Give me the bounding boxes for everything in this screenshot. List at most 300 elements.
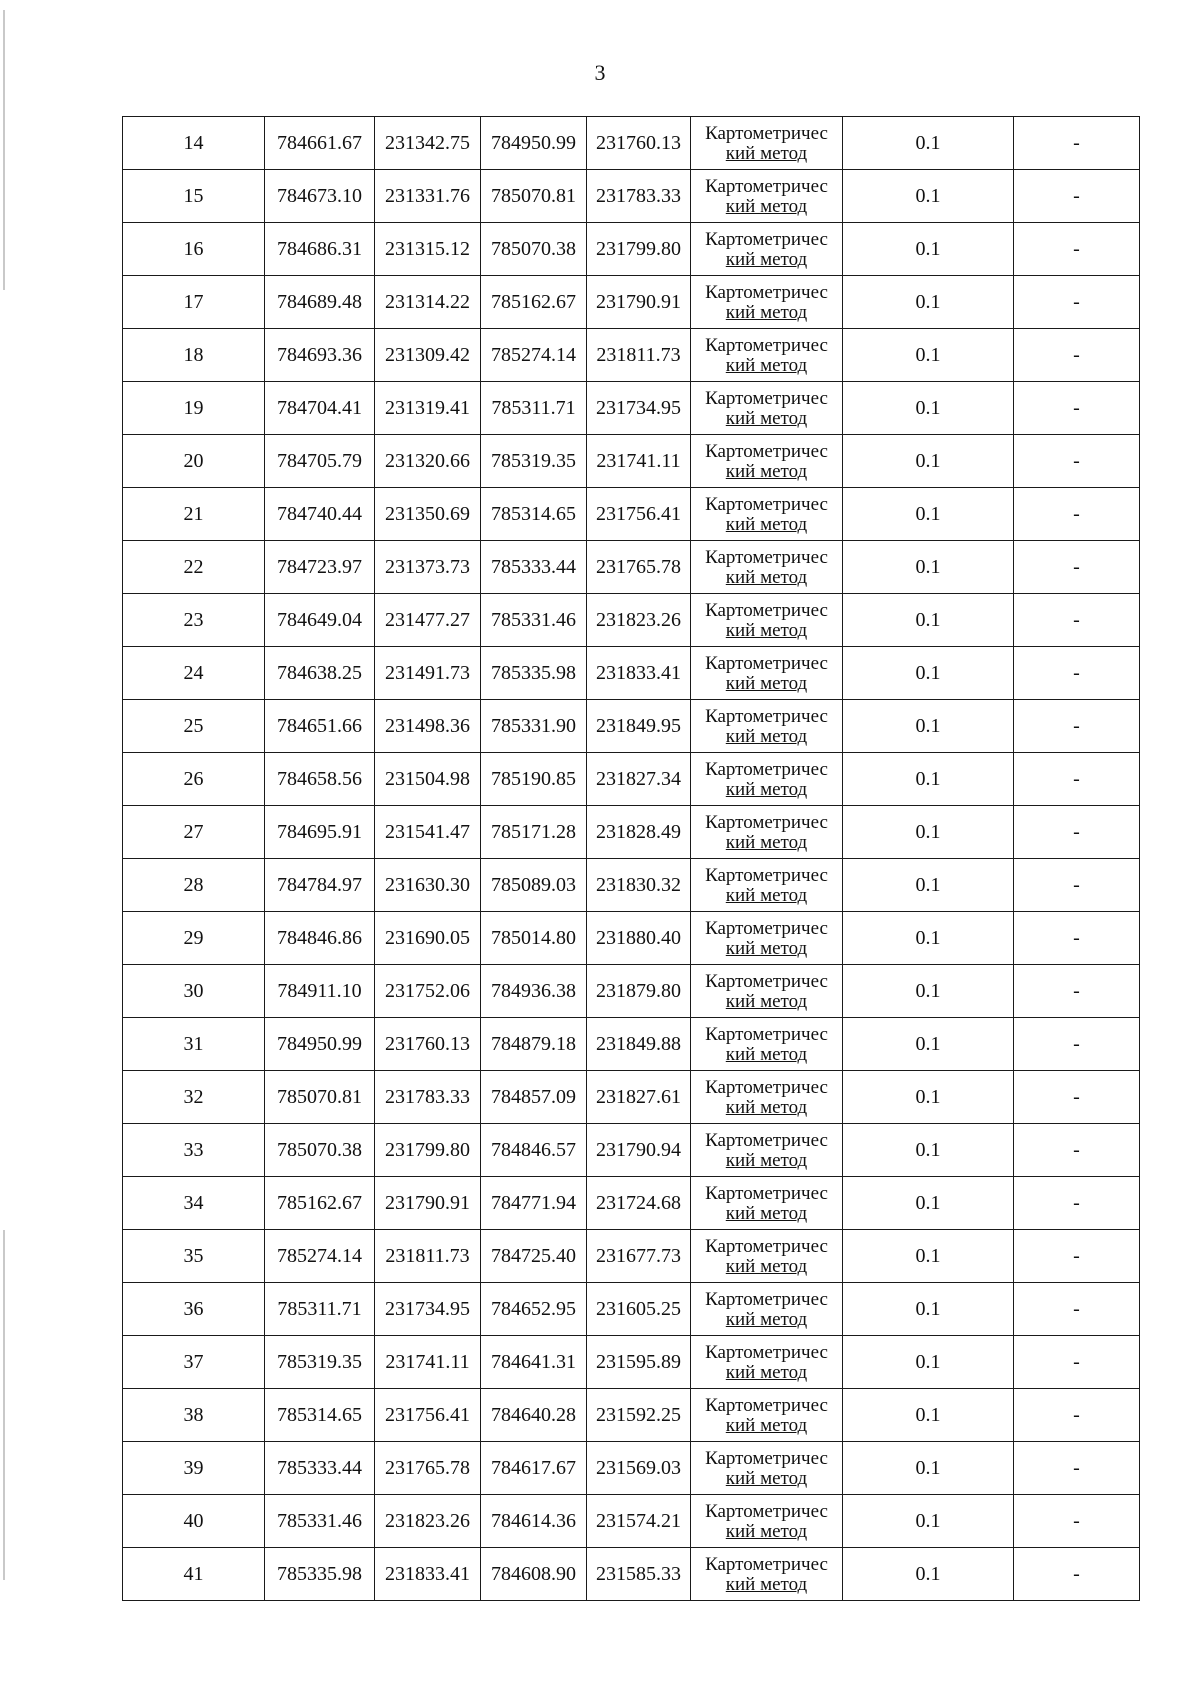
table-row — [123, 1071, 1140, 1124]
method-text-line2: кий метод — [725, 1097, 808, 1118]
y-start-cell: 231765.78 — [375, 1442, 481, 1495]
accuracy-cell: 0.1 — [843, 1442, 1014, 1495]
y-end-cell: 231833.41 — [587, 647, 691, 700]
method-text-line1: Картометричес — [705, 282, 828, 303]
note-cell: - — [1014, 382, 1140, 435]
method-text-line2: кий метод — [725, 461, 808, 482]
x-end-cell: 785070.38 — [481, 223, 587, 276]
table-row — [123, 1177, 1140, 1230]
method-text-line1: Картометричес — [705, 1289, 828, 1310]
method-cell — [691, 170, 843, 223]
method-text-line1: Картометричес — [705, 547, 828, 568]
accuracy-cell: 0.1 — [843, 806, 1014, 859]
y-end-cell: 231605.25 — [587, 1283, 691, 1336]
table-row — [123, 170, 1140, 223]
x-end-cell: 785089.03 — [481, 859, 587, 912]
y-end-cell: 231830.32 — [587, 859, 691, 912]
y-end-cell: 231827.34 — [587, 753, 691, 806]
method-text-line2: кий метод — [725, 1574, 808, 1595]
point-number-cell: 35 — [123, 1230, 265, 1283]
x-start-cell: 784649.04 — [265, 594, 375, 647]
x-start-cell: 784950.99 — [265, 1018, 375, 1071]
method-text-line2: кий метод — [725, 673, 808, 694]
method-text-line1: Картометричес — [705, 1130, 828, 1151]
y-start-cell: 231752.06 — [375, 965, 481, 1018]
method-cell — [691, 1442, 843, 1495]
method-cell — [691, 1548, 843, 1601]
method-text-line1: Картометричес — [705, 335, 828, 356]
table-row — [123, 276, 1140, 329]
x-end-cell: 784725.40 — [481, 1230, 587, 1283]
accuracy-cell: 0.1 — [843, 1548, 1014, 1601]
method-cell — [691, 647, 843, 700]
method-cell — [691, 223, 843, 276]
method-cell — [691, 1283, 843, 1336]
note-cell: - — [1014, 1230, 1140, 1283]
y-end-cell: 231849.95 — [587, 700, 691, 753]
y-start-cell: 231630.30 — [375, 859, 481, 912]
method-cell — [691, 1018, 843, 1071]
y-start-cell: 231373.73 — [375, 541, 481, 594]
x-end-cell: 784608.90 — [481, 1548, 587, 1601]
method-text-line2: кий метод — [725, 620, 808, 641]
method-cell — [691, 541, 843, 594]
y-end-cell: 231756.41 — [587, 488, 691, 541]
x-end-cell: 785331.46 — [481, 594, 587, 647]
y-end-cell: 231799.80 — [587, 223, 691, 276]
page-number: 3 — [594, 60, 606, 85]
x-start-cell: 784658.56 — [265, 753, 375, 806]
method-cell — [691, 1230, 843, 1283]
table-row — [123, 1124, 1140, 1177]
y-end-cell: 231828.49 — [587, 806, 691, 859]
method-cell — [691, 912, 843, 965]
y-end-cell: 231765.78 — [587, 541, 691, 594]
accuracy-cell: 0.1 — [843, 859, 1014, 912]
x-start-cell: 785314.65 — [265, 1389, 375, 1442]
y-start-cell: 231309.42 — [375, 329, 481, 382]
x-start-cell: 784651.66 — [265, 700, 375, 753]
y-end-cell: 231827.61 — [587, 1071, 691, 1124]
table-row — [123, 965, 1140, 1018]
point-number-cell: 29 — [123, 912, 265, 965]
x-end-cell: 785070.81 — [481, 170, 587, 223]
point-number-cell: 24 — [123, 647, 265, 700]
accuracy-cell: 0.1 — [843, 1177, 1014, 1230]
method-cell — [691, 806, 843, 859]
method-text-line1: Картометричес — [705, 1183, 828, 1204]
y-start-cell: 231320.66 — [375, 435, 481, 488]
y-end-cell: 231724.68 — [587, 1177, 691, 1230]
y-end-cell: 231849.88 — [587, 1018, 691, 1071]
method-text-line1: Картометричес — [705, 918, 828, 939]
note-cell: - — [1014, 1071, 1140, 1124]
note-cell: - — [1014, 1442, 1140, 1495]
point-number-cell: 34 — [123, 1177, 265, 1230]
x-end-cell: 785014.80 — [481, 912, 587, 965]
method-text-line1: Картометричес — [705, 1236, 828, 1257]
method-cell — [691, 435, 843, 488]
accuracy-cell: 0.1 — [843, 382, 1014, 435]
y-end-cell: 231741.11 — [587, 435, 691, 488]
point-number-cell: 26 — [123, 753, 265, 806]
method-text-line1: Картометричес — [705, 706, 828, 727]
x-end-cell: 784617.67 — [481, 1442, 587, 1495]
x-start-cell: 784693.36 — [265, 329, 375, 382]
method-cell — [691, 1124, 843, 1177]
point-number-cell: 36 — [123, 1283, 265, 1336]
table-row — [123, 647, 1140, 700]
x-end-cell: 784641.31 — [481, 1336, 587, 1389]
x-start-cell: 785333.44 — [265, 1442, 375, 1495]
y-end-cell: 231880.40 — [587, 912, 691, 965]
point-number-cell: 32 — [123, 1071, 265, 1124]
method-text-line1: Картометричес — [705, 759, 828, 780]
scan-margin-mark — [3, 10, 5, 290]
x-start-cell: 784723.97 — [265, 541, 375, 594]
note-cell: - — [1014, 541, 1140, 594]
note-cell: - — [1014, 1495, 1140, 1548]
note-cell: - — [1014, 806, 1140, 859]
method-text-line1: Картометричес — [705, 494, 828, 515]
method-text-line2: кий метод — [725, 143, 808, 164]
point-number-cell: 27 — [123, 806, 265, 859]
x-end-cell: 785333.44 — [481, 541, 587, 594]
note-cell: - — [1014, 1177, 1140, 1230]
method-cell — [691, 700, 843, 753]
y-start-cell: 231315.12 — [375, 223, 481, 276]
method-text-line2: кий метод — [725, 991, 808, 1012]
accuracy-cell: 0.1 — [843, 1283, 1014, 1336]
point-number-cell: 18 — [123, 329, 265, 382]
note-cell: - — [1014, 1124, 1140, 1177]
method-cell — [691, 1336, 843, 1389]
y-start-cell: 231823.26 — [375, 1495, 481, 1548]
accuracy-cell: 0.1 — [843, 647, 1014, 700]
y-start-cell: 231741.11 — [375, 1336, 481, 1389]
note-cell: - — [1014, 1336, 1140, 1389]
table-row — [123, 1283, 1140, 1336]
accuracy-cell: 0.1 — [843, 117, 1014, 170]
table-row — [123, 912, 1140, 965]
method-cell — [691, 753, 843, 806]
method-text-line2: кий метод — [725, 355, 808, 376]
method-text-line1: Картометричес — [705, 229, 828, 250]
method-cell — [691, 276, 843, 329]
x-start-cell: 784704.41 — [265, 382, 375, 435]
x-start-cell: 784695.91 — [265, 806, 375, 859]
method-text-line2: кий метод — [725, 514, 808, 535]
accuracy-cell: 0.1 — [843, 329, 1014, 382]
method-text-line2: кий метод — [725, 726, 808, 747]
point-number-cell: 41 — [123, 1548, 265, 1601]
y-end-cell: 231569.03 — [587, 1442, 691, 1495]
point-number-cell: 20 — [123, 435, 265, 488]
point-number-cell: 31 — [123, 1018, 265, 1071]
x-end-cell: 784652.95 — [481, 1283, 587, 1336]
y-start-cell: 231734.95 — [375, 1283, 481, 1336]
x-start-cell: 785331.46 — [265, 1495, 375, 1548]
table-row — [123, 700, 1140, 753]
y-start-cell: 231350.69 — [375, 488, 481, 541]
point-number-cell: 25 — [123, 700, 265, 753]
accuracy-cell: 0.1 — [843, 541, 1014, 594]
y-start-cell: 231690.05 — [375, 912, 481, 965]
accuracy-cell: 0.1 — [843, 1071, 1014, 1124]
table-row — [123, 329, 1140, 382]
method-text-line2: кий метод — [725, 885, 808, 906]
table-row — [123, 488, 1140, 541]
y-start-cell: 231833.41 — [375, 1548, 481, 1601]
point-number-cell: 37 — [123, 1336, 265, 1389]
x-end-cell: 785274.14 — [481, 329, 587, 382]
note-cell: - — [1014, 170, 1140, 223]
method-cell — [691, 1495, 843, 1548]
accuracy-cell: 0.1 — [843, 912, 1014, 965]
y-start-cell: 231756.41 — [375, 1389, 481, 1442]
method-text-line2: кий метод — [725, 408, 808, 429]
x-end-cell: 784640.28 — [481, 1389, 587, 1442]
note-cell: - — [1014, 1283, 1140, 1336]
method-cell — [691, 1177, 843, 1230]
x-start-cell: 785319.35 — [265, 1336, 375, 1389]
y-start-cell: 231498.36 — [375, 700, 481, 753]
y-end-cell: 231823.26 — [587, 594, 691, 647]
table-row — [123, 1389, 1140, 1442]
point-number-cell: 28 — [123, 859, 265, 912]
y-start-cell: 231491.73 — [375, 647, 481, 700]
y-end-cell: 231760.13 — [587, 117, 691, 170]
x-start-cell: 784911.10 — [265, 965, 375, 1018]
note-cell: - — [1014, 276, 1140, 329]
y-start-cell: 231760.13 — [375, 1018, 481, 1071]
accuracy-cell: 0.1 — [843, 1336, 1014, 1389]
method-text-line2: кий метод — [725, 1203, 808, 1224]
y-end-cell: 231677.73 — [587, 1230, 691, 1283]
x-start-cell: 785335.98 — [265, 1548, 375, 1601]
method-text-line1: Картометричес — [705, 865, 828, 886]
method-text-line2: кий метод — [725, 567, 808, 588]
table-row — [123, 435, 1140, 488]
point-number-cell: 15 — [123, 170, 265, 223]
scan-margin-mark — [3, 1230, 5, 1580]
method-text-line1: Картометричес — [705, 1448, 828, 1469]
method-text-line1: Картометричес — [705, 1501, 828, 1522]
method-text-line1: Картометричес — [705, 653, 828, 674]
point-number-cell: 22 — [123, 541, 265, 594]
x-end-cell: 784879.18 — [481, 1018, 587, 1071]
x-end-cell: 785319.35 — [481, 435, 587, 488]
method-text-line2: кий метод — [725, 1309, 808, 1330]
accuracy-cell: 0.1 — [843, 700, 1014, 753]
x-start-cell: 784784.97 — [265, 859, 375, 912]
accuracy-cell: 0.1 — [843, 488, 1014, 541]
x-start-cell: 784689.48 — [265, 276, 375, 329]
note-cell: - — [1014, 435, 1140, 488]
x-start-cell: 784846.86 — [265, 912, 375, 965]
accuracy-cell: 0.1 — [843, 223, 1014, 276]
accuracy-cell: 0.1 — [843, 1495, 1014, 1548]
method-cell — [691, 965, 843, 1018]
method-text-line2: кий метод — [725, 1150, 808, 1171]
y-end-cell: 231790.94 — [587, 1124, 691, 1177]
table-row — [123, 223, 1140, 276]
note-cell: - — [1014, 594, 1140, 647]
note-cell: - — [1014, 223, 1140, 276]
y-end-cell: 231592.25 — [587, 1389, 691, 1442]
y-start-cell: 231342.75 — [375, 117, 481, 170]
method-text-line1: Картометричес — [705, 441, 828, 462]
x-start-cell: 784705.79 — [265, 435, 375, 488]
method-text-line1: Картометричес — [705, 123, 828, 144]
point-number-cell: 38 — [123, 1389, 265, 1442]
table-row — [123, 382, 1140, 435]
x-end-cell: 785171.28 — [481, 806, 587, 859]
method-text-line1: Картометричес — [705, 388, 828, 409]
x-start-cell: 784638.25 — [265, 647, 375, 700]
note-cell: - — [1014, 753, 1140, 806]
point-number-cell: 19 — [123, 382, 265, 435]
table-row — [123, 1230, 1140, 1283]
x-end-cell: 784771.94 — [481, 1177, 587, 1230]
method-cell — [691, 594, 843, 647]
y-start-cell: 231319.41 — [375, 382, 481, 435]
y-end-cell: 231734.95 — [587, 382, 691, 435]
point-number-cell: 17 — [123, 276, 265, 329]
method-text-line2: кий метод — [725, 938, 808, 959]
x-start-cell: 785311.71 — [265, 1283, 375, 1336]
table-row — [123, 1018, 1140, 1071]
accuracy-cell: 0.1 — [843, 594, 1014, 647]
note-cell: - — [1014, 700, 1140, 753]
coordinates-table — [122, 116, 1140, 1601]
note-cell: - — [1014, 1018, 1140, 1071]
y-end-cell: 231811.73 — [587, 329, 691, 382]
x-start-cell: 784673.10 — [265, 170, 375, 223]
y-start-cell: 231790.91 — [375, 1177, 481, 1230]
table-row — [123, 806, 1140, 859]
table-row — [123, 1548, 1140, 1601]
y-start-cell: 231811.73 — [375, 1230, 481, 1283]
method-text-line2: кий метод — [725, 1521, 808, 1542]
method-text-line1: Картометричес — [705, 1024, 828, 1045]
method-text-line2: кий метод — [725, 302, 808, 323]
point-number-cell: 33 — [123, 1124, 265, 1177]
table-row — [123, 117, 1140, 170]
accuracy-cell: 0.1 — [843, 1230, 1014, 1283]
x-end-cell: 784846.57 — [481, 1124, 587, 1177]
method-text-line2: кий метод — [725, 779, 808, 800]
note-cell: - — [1014, 117, 1140, 170]
y-start-cell: 231799.80 — [375, 1124, 481, 1177]
table-row — [123, 753, 1140, 806]
method-text-line1: Картометричес — [705, 1554, 828, 1575]
x-end-cell: 784936.38 — [481, 965, 587, 1018]
method-cell — [691, 1389, 843, 1442]
table-row — [123, 1495, 1140, 1548]
y-end-cell: 231595.89 — [587, 1336, 691, 1389]
x-end-cell: 785311.71 — [481, 382, 587, 435]
point-number-cell: 39 — [123, 1442, 265, 1495]
x-end-cell: 785162.67 — [481, 276, 587, 329]
table-row — [123, 1336, 1140, 1389]
method-text-line2: кий метод — [725, 196, 808, 217]
point-number-cell: 23 — [123, 594, 265, 647]
accuracy-cell: 0.1 — [843, 276, 1014, 329]
y-start-cell: 231314.22 — [375, 276, 481, 329]
x-end-cell: 784614.36 — [481, 1495, 587, 1548]
accuracy-cell: 0.1 — [843, 753, 1014, 806]
x-end-cell: 784950.99 — [481, 117, 587, 170]
y-start-cell: 231783.33 — [375, 1071, 481, 1124]
accuracy-cell: 0.1 — [843, 965, 1014, 1018]
x-start-cell: 785070.81 — [265, 1071, 375, 1124]
x-start-cell: 784686.31 — [265, 223, 375, 276]
x-end-cell: 784857.09 — [481, 1071, 587, 1124]
accuracy-cell: 0.1 — [843, 435, 1014, 488]
method-cell — [691, 488, 843, 541]
x-end-cell: 785314.65 — [481, 488, 587, 541]
y-end-cell: 231574.21 — [587, 1495, 691, 1548]
method-text-line1: Картометричес — [705, 1342, 828, 1363]
method-text-line1: Картометричес — [705, 1395, 828, 1416]
method-text-line2: кий метод — [725, 1256, 808, 1277]
method-text-line2: кий метод — [725, 1362, 808, 1383]
point-number-cell: 30 — [123, 965, 265, 1018]
accuracy-cell: 0.1 — [843, 1124, 1014, 1177]
table-row — [123, 859, 1140, 912]
y-end-cell: 231790.91 — [587, 276, 691, 329]
x-end-cell: 785190.85 — [481, 753, 587, 806]
table-row — [123, 541, 1140, 594]
x-end-cell: 785335.98 — [481, 647, 587, 700]
point-number-cell: 16 — [123, 223, 265, 276]
note-cell: - — [1014, 965, 1140, 1018]
y-start-cell: 231504.98 — [375, 753, 481, 806]
method-cell — [691, 1071, 843, 1124]
method-text-line1: Картометричес — [705, 1077, 828, 1098]
y-end-cell: 231585.33 — [587, 1548, 691, 1601]
method-text-line2: кий метод — [725, 1044, 808, 1065]
note-cell: - — [1014, 647, 1140, 700]
x-start-cell: 785162.67 — [265, 1177, 375, 1230]
note-cell: - — [1014, 1548, 1140, 1601]
note-cell: - — [1014, 859, 1140, 912]
y-end-cell: 231879.80 — [587, 965, 691, 1018]
method-text-line2: кий метод — [725, 1468, 808, 1489]
x-end-cell: 785331.90 — [481, 700, 587, 753]
note-cell: - — [1014, 329, 1140, 382]
point-number-cell: 21 — [123, 488, 265, 541]
x-start-cell: 784740.44 — [265, 488, 375, 541]
y-start-cell: 231331.76 — [375, 170, 481, 223]
method-text-line1: Картометричес — [705, 812, 828, 833]
method-cell — [691, 382, 843, 435]
x-start-cell: 785070.38 — [265, 1124, 375, 1177]
note-cell: - — [1014, 912, 1140, 965]
method-text-line2: кий метод — [725, 832, 808, 853]
table-row — [123, 1442, 1140, 1495]
accuracy-cell: 0.1 — [843, 1018, 1014, 1071]
accuracy-cell: 0.1 — [843, 170, 1014, 223]
y-start-cell: 231541.47 — [375, 806, 481, 859]
y-start-cell: 231477.27 — [375, 594, 481, 647]
point-number-cell: 40 — [123, 1495, 265, 1548]
x-start-cell: 784661.67 — [265, 117, 375, 170]
table-row — [123, 594, 1140, 647]
method-text-line1: Картометричес — [705, 971, 828, 992]
y-end-cell: 231783.33 — [587, 170, 691, 223]
